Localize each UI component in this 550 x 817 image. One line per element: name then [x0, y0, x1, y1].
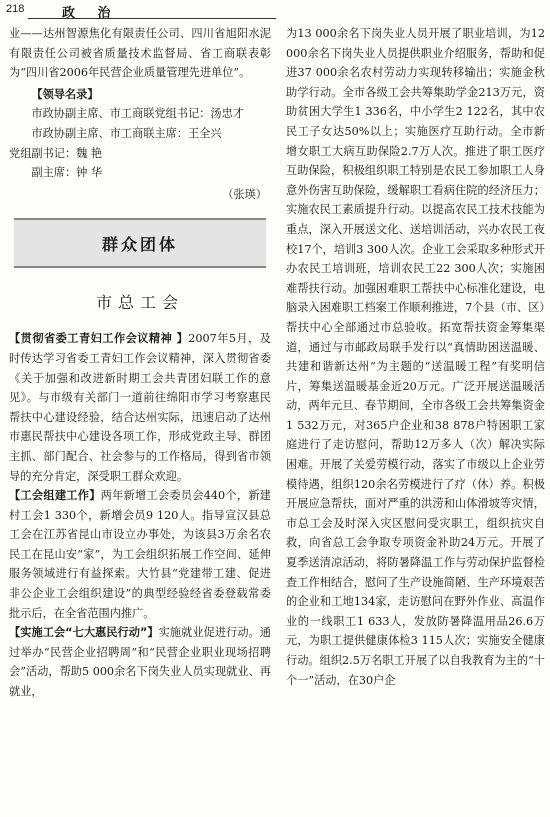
leader-entry: 副主席：钟 华: [31, 166, 103, 180]
leaders-heading: 【领导名录】: [31, 87, 99, 101]
article-section: [9, 329, 271, 486]
right-column: [286, 24, 545, 815]
section-title: 政 治: [62, 6, 120, 21]
left-column: [9, 24, 271, 815]
section-text: 实施就业促进行动。通过举办“民营企业招聘周”和“民营企业职业现场招聘会”活动，帮助5 000余名下岗失业人员实现就业、再就业，: [9, 626, 271, 699]
article-section: [9, 486, 271, 623]
header-rule: [28, 18, 276, 19]
organization-title: 市总工会: [95, 293, 184, 313]
banner-title: 群众团体: [101, 234, 178, 254]
leader-entry: 市政协副主席、市工商联主席：王全兴: [31, 126, 222, 140]
author-credit: （张瑛）: [222, 187, 267, 201]
section-label: 【工会组建工作】: [9, 489, 101, 503]
section-label: 【实施工会“七大惠民行动”】: [9, 626, 159, 640]
leaders-list: [9, 104, 271, 182]
section-banner: [14, 218, 266, 268]
continued-paragraph: 为13 000余名下岗失业人员开展了职业培训，为12 000余名下岗失业人员提供职业介绍服务，帮助和促进37 000余名农村劳动力实现转移输出；实施金秋助学行动。全市各级工会共筹集助学金213万元，资助贫困大学生1 336名，中小学生2 122名，其中农民工子女达50%以上；实施医疗互助行动。全市新增女职工大病互助保险2.7万人次。推进了职工医疗互助保险，积极组织职工特别是农民工参加职工人身意外伤害互助保险，缓解职工看病住院的经济压力；实施农民工素质提升行动。以提高农民工技术技能为重点，深入开展送文化、送培训活动，兴办农民工夜校17个，培训3 300人次。企业工会采取多种形式开办农民工培训班，培训农民工22 300人次；实施困难帮扶行动。加强困难职工帮扶中心标准化建设，电脑录入困难职工档案工作顺利推进，7个县（市、区）帮扶中心全部通过市总验收。拓宽帮扶资金筹集渠道，通过与市邮政局联手发行以“真情助困送温暖、共建和谐新达州”为主题的“送温暖工程”有奖明信片，筹集送温暖基金近20万元。广泛开展送温暖活动，两年元旦、春节期间，全市各级工会共筹集资金1 532万元，对365户企业和38 878户特困职工家庭进行了走访慰问，帮助12万多人（次）解决实际困难。开展了关爱劳模行动，落实了市级以上企业劳模待遇，组织120余名劳模进行了疗（休）养。积极开展应急帮扶，面对严重的洪涝和山体滑坡等灾情，市总工会及时深入灾区慰问受灾职工，组织抗灾自救，向省总工会争取专项资金补助24万元。开展了夏季送清凉活动，将防暑降温工作与劳动保护监督检查工作相结合，慰问了生产设施简陋、生产环境艰苦的企业和工地134家，走访慰问在野外作业、高温作业的一线职工1 633人，发放防暑降温用品26.6万元，为职工提供健康体检3 115人次；实施安全健康行动。组织2.5万名职工开展了以自我教育为主的“十个一”活动，在30户企: [286, 27, 545, 687]
section-label: 【贯彻省委工青妇工作会议精神 】: [9, 332, 189, 346]
running-header: [6, 2, 276, 20]
section-text: 2007年5月，及时传达学习省委工青妇工作会议精神，深入贯彻省委《关于加强和改进新时期工会共青团妇联工作的意见》。与市级有关部门一道前往绵阳市学习考察惠民帮扶中心建设经验，结合达州实际，迅速启动了达州市惠民帮扶中心建设各项工作，形成党政主导、群团主抓、部门配合、社会参与的工作格局，得到省市领导的充分肯定，深受职工群众欢迎。: [9, 332, 271, 483]
page-number: 218: [6, 3, 25, 15]
continuation-paragraph: 业——达州智源焦化有限责任公司、四川省旭阳水泥有限责任公司被省质量技术监督局、省工商联表彰为“四川省2006年民营企业质量管理先进单位”。: [9, 27, 271, 80]
section-text: 两年新增工会委员会440个，新建村工会1 330个，新增会员9 120人。指导宣汉县总工会在江苏省昆山市设立办事处，为该县3万余名农民工在昆山安“家”，为工会组织拓展工作空间、延伸服务领域进行有益探索。大竹县“党建带工建、促进非公企业工会组织建设”的典型经验经省委登载常委批示后，在全省范围内推广。: [9, 489, 271, 620]
leader-entry: 市政协副主席、市工商联党组书记：汤忠才: [31, 107, 244, 121]
leader-entry: 党组副书记：魏 艳: [9, 146, 103, 160]
article-section: [9, 623, 271, 701]
